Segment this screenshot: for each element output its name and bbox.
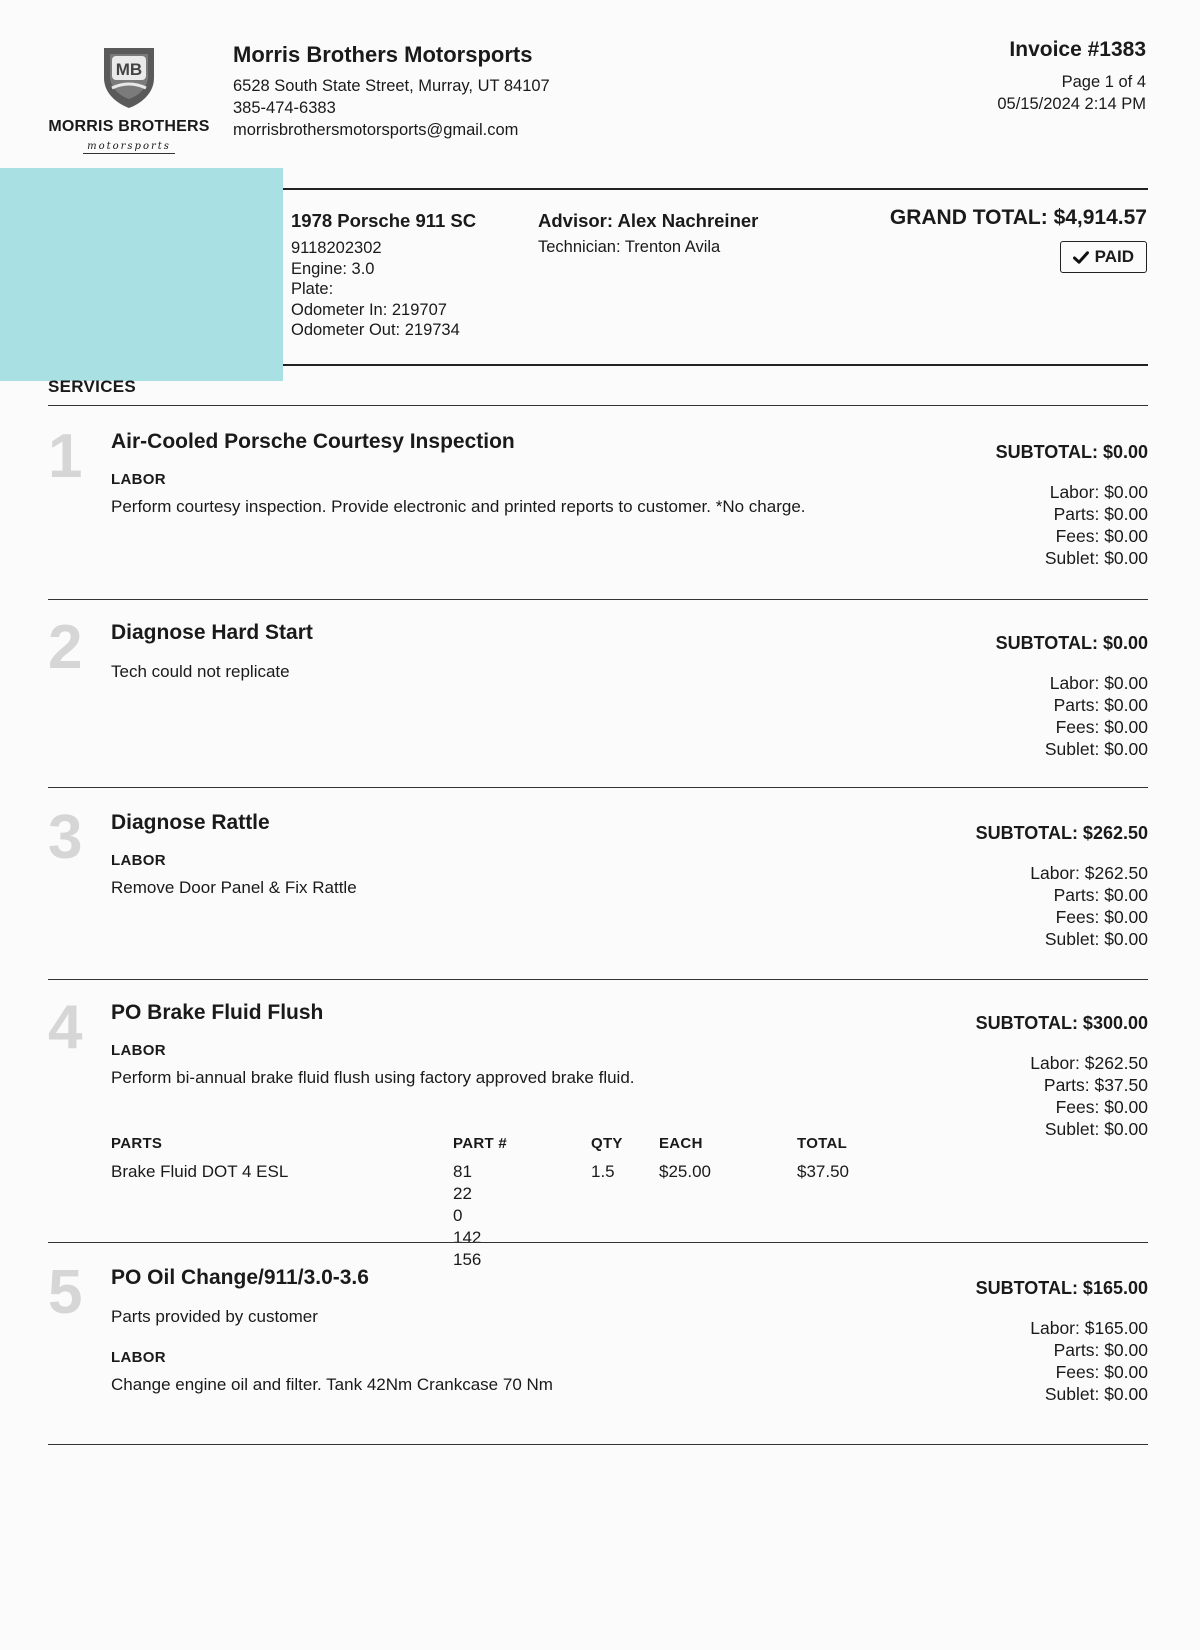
svg-text:MB: MB [115, 60, 143, 79]
service-item [48, 803, 1148, 961]
service-item [48, 613, 1148, 771]
odometer-out: Odometer Out: 219734 [291, 321, 460, 339]
service-subtotal: SUBTOTAL: $165.00 [975, 1278, 1148, 1298]
parts-total: Parts: $37.50 [1043, 1075, 1148, 1095]
service-title: Air-Cooled Porsche Courtesy Inspection [111, 430, 515, 453]
paid-status-label: PAID [1094, 247, 1134, 266]
labor-total: Labor: $262.50 [1030, 1053, 1148, 1073]
service-number: 4 [48, 993, 83, 1062]
parts-total: Parts: $0.00 [1053, 504, 1148, 524]
labor-description: Change engine oil and filter. Tank 42Nm Crankcase 70 Nm [111, 1375, 553, 1394]
fees-total: Fees: $0.00 [1055, 526, 1148, 546]
services-heading: SERVICES [48, 377, 137, 396]
labor-total: Labor: $0.00 [1049, 482, 1148, 502]
service-totals [996, 633, 1148, 760]
company-info [233, 42, 550, 141]
sublet-total: Sublet: $0.00 [1044, 548, 1148, 568]
vehicle-plate: Plate: [291, 280, 334, 298]
paid-status-badge [1060, 241, 1147, 273]
service-subtotal: SUBTOTAL: $300.00 [975, 1013, 1148, 1033]
service-totals [996, 442, 1148, 569]
service-title: Diagnose Hard Start [111, 621, 313, 644]
invoice-datetime: 05/15/2024 2:14 PM [997, 95, 1146, 113]
service-divider [48, 787, 1148, 788]
service-subtotal: SUBTOTAL: $262.50 [975, 823, 1148, 843]
fees-total: Fees: $0.00 [1055, 717, 1148, 737]
parts-header: PARTS [111, 1135, 163, 1152]
odometer-in: Odometer In: 219707 [291, 300, 447, 319]
service-totals [976, 1013, 1148, 1140]
company-phone: 385-474-6383 [233, 99, 336, 117]
invoice-number: Invoice #1383 [1009, 38, 1146, 61]
company-address: 6528 South State Street, Murray, UT 84107 [233, 77, 550, 95]
total-header: TOTAL [797, 1135, 848, 1152]
labor-label: LABOR [111, 1349, 166, 1366]
labor-description: Perform bi-annual brake fluid flush using factory approved brake fluid. [111, 1068, 635, 1087]
service-subtotal: SUBTOTAL: $0.00 [995, 442, 1148, 462]
part-each: $25.00 [659, 1162, 711, 1181]
labor-description: Remove Door Panel & Fix Rattle [111, 878, 357, 897]
fees-total: Fees: $0.00 [1055, 1097, 1148, 1117]
labor-description: Perform courtesy inspection. Provide electronic and printed reports to customer. *No charge. [111, 497, 806, 516]
invoice-info [997, 38, 1146, 115]
technician-name: Technician: Trenton Avila [538, 238, 721, 256]
part-name: Brake Fluid DOT 4 ESL [111, 1162, 289, 1181]
service-title: PO Brake Fluid Flush [111, 1001, 324, 1024]
labor-label: LABOR [111, 1042, 166, 1059]
labor-label: LABOR [111, 471, 166, 488]
advisor-name: Advisor: Alex Nachreiner [538, 210, 759, 231]
service-number: 3 [48, 803, 83, 872]
qty-header: QTY [591, 1135, 623, 1152]
sublet-total: Sublet: $0.00 [1044, 929, 1148, 949]
part-number-line: 156 [453, 1250, 482, 1269]
service-title: PO Oil Change/911/3.0-3.6 [111, 1266, 369, 1289]
part-qty: 1.5 [591, 1162, 615, 1181]
sublet-total: Sublet: $0.00 [1044, 1119, 1148, 1139]
checkmark-icon [1073, 251, 1089, 264]
service-title: Diagnose Rattle [111, 811, 270, 834]
company-name: Morris Brothers Motorsports [233, 42, 533, 67]
service-note: Tech could not replicate [111, 662, 290, 681]
service-totals [976, 823, 1148, 950]
part-total: $37.50 [797, 1162, 849, 1181]
part-number [453, 1161, 481, 1271]
parts-total: Parts: $0.00 [1053, 695, 1148, 715]
fees-total: Fees: $0.00 [1055, 1362, 1148, 1382]
service-number: 2 [48, 613, 83, 682]
labor-total: Labor: $165.00 [1030, 1318, 1148, 1338]
each-header: EACH [659, 1135, 703, 1152]
labor-label: LABOR [111, 852, 166, 869]
sticky-note-redaction [0, 168, 283, 381]
labor-total: Labor: $262.50 [1030, 863, 1148, 883]
service-subtotal: SUBTOTAL: $0.00 [995, 633, 1148, 653]
part-number-line: 81 22 0 142 [453, 1162, 482, 1247]
logo-name: MORRIS BROTHERS [48, 118, 210, 135]
vehicle-vin: 9118202302 [291, 239, 382, 257]
service-divider [48, 1444, 1148, 1445]
sublet-total: Sublet: $0.00 [1044, 1384, 1148, 1404]
company-email: morrisbrothersmotorsports@gmail.com [233, 121, 519, 139]
company-logo [44, 44, 214, 154]
grand-total-block [890, 206, 1147, 273]
service-divider [48, 979, 1148, 980]
fees-total: Fees: $0.00 [1055, 907, 1148, 927]
part-number-header: PART # [453, 1135, 508, 1152]
parts-total: Parts: $0.00 [1053, 1340, 1148, 1360]
vehicle-details [291, 210, 476, 341]
service-number: 5 [48, 1258, 83, 1327]
services-divider [48, 405, 1148, 406]
labor-total: Labor: $0.00 [1049, 673, 1148, 693]
vehicle-title: 1978 Porsche 911 SC [291, 210, 477, 231]
service-divider [48, 599, 1148, 600]
vehicle-engine: Engine: 3.0 [291, 259, 375, 278]
grand-total: GRAND TOTAL: $4,914.57 [889, 206, 1147, 229]
advisor-info [538, 210, 758, 257]
parts-total: Parts: $0.00 [1053, 885, 1148, 905]
sublet-total: Sublet: $0.00 [1044, 739, 1148, 759]
service-totals [976, 1278, 1148, 1405]
service-note: Parts provided by customer [111, 1307, 318, 1326]
service-divider [48, 1242, 1148, 1243]
shield-logo-icon [100, 44, 158, 110]
logo-subtitle: motorsports [83, 141, 175, 154]
service-number: 1 [48, 422, 83, 491]
service-item [48, 993, 1148, 1269]
page-indicator: Page 1 of 4 [1061, 73, 1146, 91]
service-item [48, 422, 1148, 580]
